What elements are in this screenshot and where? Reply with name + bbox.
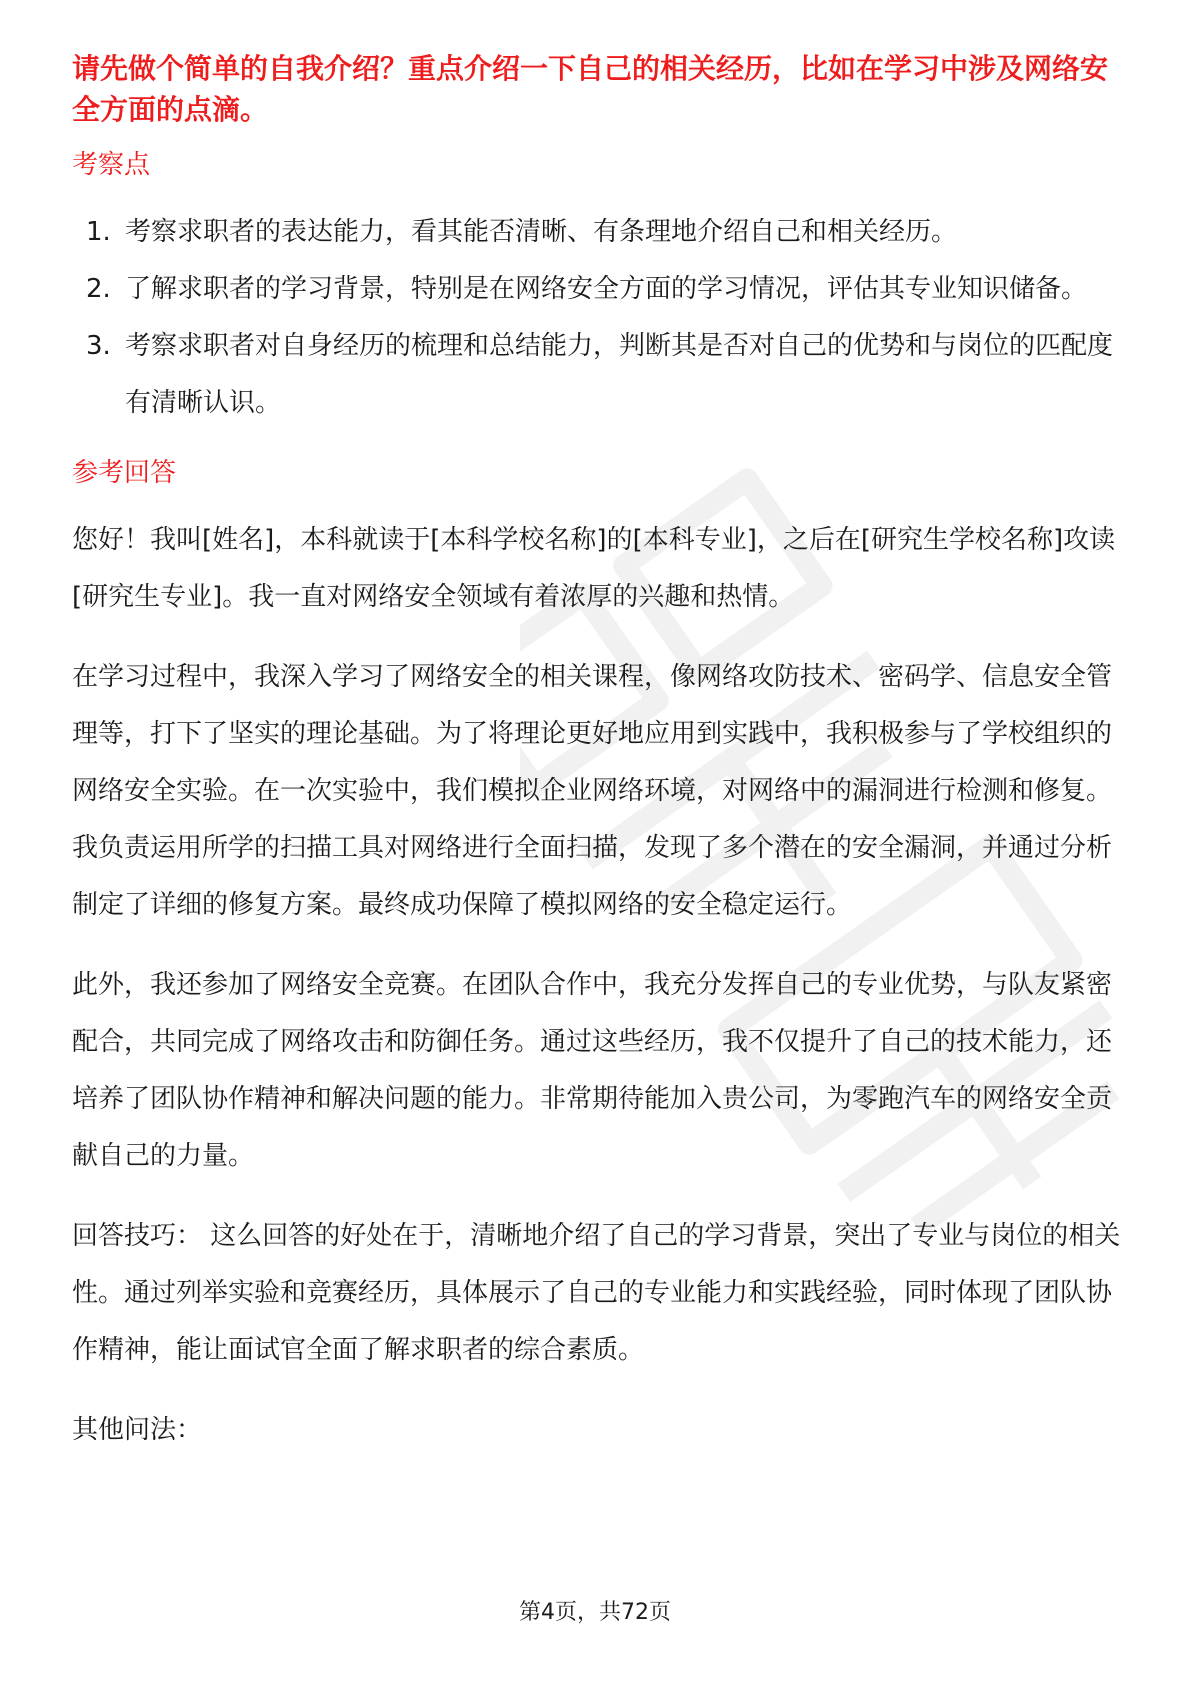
answer-paragraph: 此外，我还参加了网络安全竞赛。在团队合作中，我充分发挥自己的专业优势，与队友紧密配合，共同完成了网络攻击和防御任务。通过这些经历，我不仅提升了自己的技术能力，还培养了团队协作精神和解决问题的能力。非常期待能加入贵公司，为零跑汽车的网络安全贡献自己的力量。 [72,970,1113,1171]
assessment-point [72,318,1122,432]
page-content [72,48,1122,1459]
point-text: 了解求职者的学习背景，特别是在网络安全方面的学习情况，评估其专业知识储备。 [125,274,1088,304]
assessment-point [72,261,1122,318]
assessment-heading: 考察点 [72,150,151,180]
other-questions-label: 其他问法： [72,1415,203,1445]
question-title: 请先做个简单的自我介绍？重点介绍一下自己的相关经历，比如在学习中涉及网络安全方面的点滴。 [72,52,1109,126]
assessment-points [72,204,1122,432]
answer-tips: 回答技巧： 这么回答的好处在于，清晰地介绍了自己的学习背景，突出了专业与岗位的相关性。通过列举实验和竞赛经历，具体展示了自己的专业能力和实践经验，同时体现了团队协作精神，能让面试官全面了解求职者的综合素质。 [72,1221,1121,1365]
assessment-point [72,204,1122,261]
point-text: 考察求职者对自身经历的梳理和总结能力，判断其是否对自己的优势和与岗位的匹配度有清晰认识。 [125,331,1114,418]
point-number: 3. [86,331,111,361]
answer-paragraph: 在学习过程中，我深入学习了网络安全的相关课程，像网络攻防技术、密码学、信息安全管理等，打下了坚实的理论基础。为了将理论更好地应用到实践中，我积极参与了学校组织的网络安全实验。在一次实验中，我们模拟企业网络环境，对网络中的漏洞进行检测和修复。我负责运用所学的扫描工具对网络进行全面扫描，发现了多个潜在的安全漏洞，并通过分析制定了详细的修复方案。最终成功保障了模拟网络的安全稳定运行。 [72,662,1113,920]
answer-heading: 参考回答 [72,458,177,488]
point-number: 1. [86,217,111,247]
point-number: 2. [86,274,111,304]
page-footer: 第4页，共72页 [519,1600,671,1625]
point-text: 考察求职者的表达能力，看其能否清晰、有条理地介绍自己和相关经历。 [125,217,958,247]
answer-paragraph: 您好！我叫[姓名]，本科就读于[本科学校名称]的[本科专业]，之后在[研究生学校名称]攻读[研究生专业]。我一直对网络安全领域有着浓厚的兴趣和热情。 [72,525,1116,612]
